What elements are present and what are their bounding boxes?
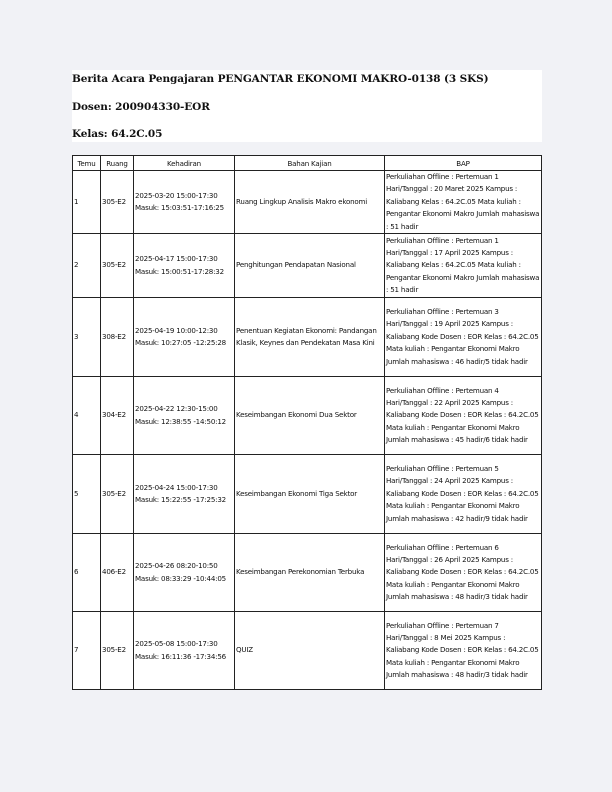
table-row — [73, 534, 542, 612]
table-row — [73, 298, 542, 377]
cell-ruang: 308-E2 — [101, 298, 134, 377]
header-bap: BAP — [385, 156, 542, 171]
cell-bap: Perkuliahan Offline : Pertemuan 1 Hari/Tanggal : 20 Maret 2025 Kampus : Kaliabang Kelas : 64.2C.05 Mata kuliah : Pengantar Ekonomi Makro Jumlah mahasiswa : 51 hadir — [385, 171, 542, 234]
cell-bap: Perkuliahan Offline : Pertemuan 1 Hari/Tanggal : 17 April 2025 Kampus : Kaliabang Kelas : 64.2C.05 Mata kuliah : Pengantar Ekonomi Makro Jumlah mahasiswa : 51 hadir — [385, 234, 542, 298]
table-row — [73, 377, 542, 455]
header-kehadiran: Kehadiran — [134, 156, 235, 171]
document-header — [72, 70, 542, 142]
table-row — [73, 455, 542, 534]
cell-temu: 1 — [73, 171, 101, 234]
cell-bap: Perkuliahan Offline : Pertemuan 5 Hari/Tanggal : 24 April 2025 Kampus : Kaliabang Kode Dosen : EOR Kelas : 64.2C.05 Mata kuliah : Pengantar Ekonomi Makro Jumlah mahasiswa : 42 hadir/9 tidak hadir — [385, 455, 542, 534]
cell-kehadiran: 2025-04-22 12:30-15:00 Masuk: 12:38:55 -14:50:12 — [134, 377, 235, 455]
cell-bap: Perkuliahan Offline : Pertemuan 6 Hari/Tanggal : 26 April 2025 Kampus : Kaliabang Kode Dosen : EOR Kelas : 64.2C.05 Mata kuliah : Pengantar Ekonomi Makro Jumlah mahasiswa : 48 hadir/3 tidak hadir — [385, 534, 542, 612]
lecturer-line: Dosen: 200904330-EOR — [72, 101, 210, 113]
cell-bap: Perkuliahan Offline : Pertemuan 3 Hari/Tanggal : 19 April 2025 Kampus : Kaliabang Kode Dosen : EOR Kelas : 64.2C.05 Mata kuliah : Pengantar Ekonomi Makro Jumlah mahasiswa : 46 hadir/5 tidak hadir — [385, 298, 542, 377]
header-bahan-kajian: Bahan Kajian — [235, 156, 385, 171]
cell-temu: 5 — [73, 455, 101, 534]
cell-kehadiran: 2025-03-20 15:00-17:30 Masuk: 15:03:51-17:16:25 — [134, 171, 235, 234]
cell-bahan-kajian: Keseimbangan Ekonomi Tiga Sektor — [235, 455, 385, 534]
class-line: Kelas: 64.2C.05 — [72, 128, 163, 140]
table-row — [73, 612, 542, 690]
header-ruang: Ruang — [101, 156, 134, 171]
cell-bahan-kajian: Ruang Lingkup Analisis Makro ekonomi — [235, 171, 385, 234]
teaching-record-table — [72, 155, 542, 690]
header-temu: Temu — [73, 156, 101, 171]
cell-ruang: 304-E2 — [101, 377, 134, 455]
cell-temu: 6 — [73, 534, 101, 612]
cell-ruang: 305-E2 — [101, 234, 134, 298]
cell-bahan-kajian: Keseimbangan Ekonomi Dua Sektor — [235, 377, 385, 455]
table-row — [73, 171, 542, 234]
table-header-row — [73, 156, 542, 171]
cell-bahan-kajian: QUIZ — [235, 612, 385, 690]
cell-ruang: 305-E2 — [101, 171, 134, 234]
cell-ruang: 305-E2 — [101, 612, 134, 690]
cell-temu: 7 — [73, 612, 101, 690]
table-row — [73, 234, 542, 298]
cell-temu: 3 — [73, 298, 101, 377]
cell-bap: Perkuliahan Offline : Pertemuan 7 Hari/Tanggal : 8 Mei 2025 Kampus : Kaliabang Kode Dosen : EOR Kelas : 64.2C.05 Mata kuliah : Pengantar Ekonomi Makro Jumlah mahasiswa : 48 hadir/3 tidak hadir — [385, 612, 542, 690]
document-title: Berita Acara Pengajaran PENGANTAR EKONOMI MAKRO-0138 (3 SKS) — [72, 73, 489, 85]
cell-kehadiran: 2025-04-26 08:20-10:50 Masuk: 08:33:29 -10:44:05 — [134, 534, 235, 612]
cell-kehadiran: 2025-05-08 15:00-17:30 Masuk: 16:11:36 -17:34:56 — [134, 612, 235, 690]
cell-bap: Perkuliahan Offline : Pertemuan 4 Hari/Tanggal : 22 April 2025 Kampus : Kaliabang Kode Dosen : EOR Kelas : 64.2C.05 Mata kuliah : Pengantar Ekonomi Makro Jumlah mahasiswa : 45 hadir/6 tidak hadir — [385, 377, 542, 455]
cell-bahan-kajian: Keseimbangan Perekonomian Terbuka — [235, 534, 385, 612]
cell-ruang: 406-E2 — [101, 534, 134, 612]
cell-temu: 2 — [73, 234, 101, 298]
cell-ruang: 305-E2 — [101, 455, 134, 534]
cell-bahan-kajian: Penentuan Kegiatan Ekonomi: Pandangan Klasik, Keynes dan Pendekatan Masa Kini — [235, 298, 385, 377]
cell-bahan-kajian: Penghitungan Pendapatan Nasional — [235, 234, 385, 298]
cell-kehadiran: 2025-04-19 10:00-12:30 Masuk: 10:27:05 -12:25:28 — [134, 298, 235, 377]
cell-temu: 4 — [73, 377, 101, 455]
cell-kehadiran: 2025-04-17 15:00-17:30 Masuk: 15:00:51-17:28:32 — [134, 234, 235, 298]
cell-kehadiran: 2025-04-24 15:00-17:30 Masuk: 15:22:55 -17:25:32 — [134, 455, 235, 534]
